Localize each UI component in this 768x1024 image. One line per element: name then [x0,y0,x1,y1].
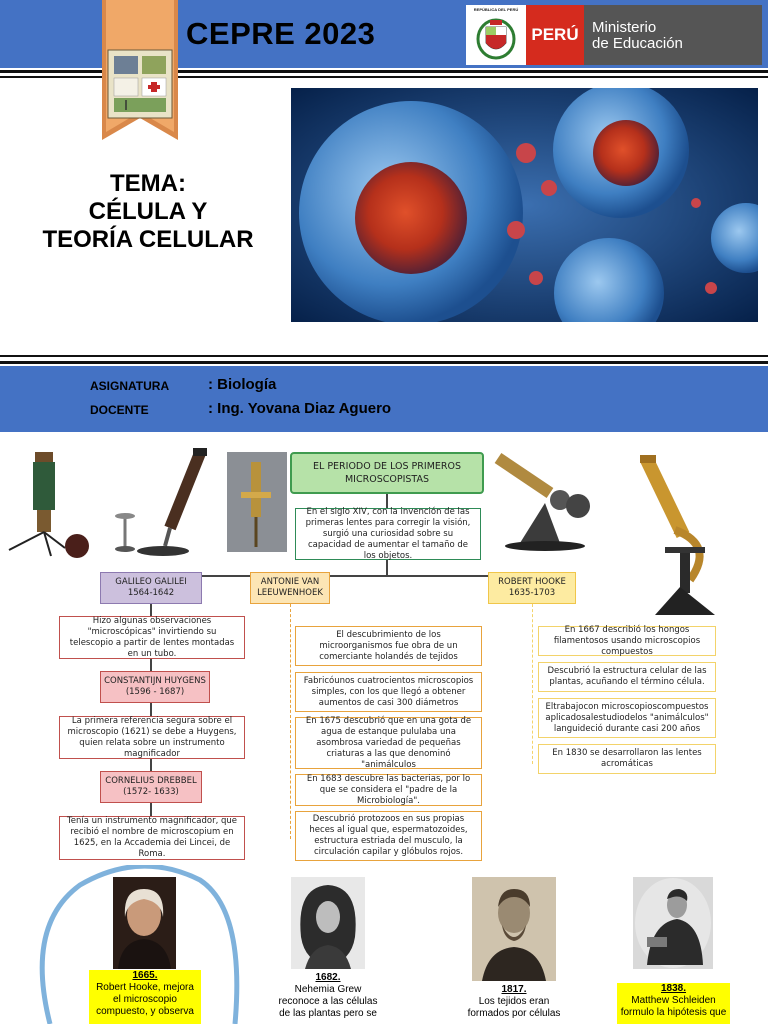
galileo-header [100,572,202,604]
connector-line [150,659,152,671]
leeuwenhoek-header [250,572,330,604]
scientist-caption [275,972,381,1024]
topic-line-1: TEMA: [110,170,186,197]
schleiden-portrait [633,877,713,969]
caption-line: Los tejidos eran [478,996,550,1007]
scientist-year: 1665. [132,970,158,981]
hooke-name: ROBERT HOOKE [498,577,566,587]
hooke-portrait [113,877,176,969]
simple-microscope-icon [227,452,287,552]
ministry-name [584,5,762,65]
map-title: EL PERIODO DE LOS PRIMEROS MICROSCOPISTAS [290,452,484,494]
scientist-year: 1682. [315,972,341,983]
topic-line-2: CÉLULA Y [88,198,208,225]
brass-microscope-icon [105,448,215,558]
leeuwenhoek-name-1: ANTONIE VAN [260,577,320,587]
topic-title [0,170,296,254]
portrait-icon [291,877,365,969]
compound-microscope-icon [490,448,600,553]
teacher-label: DOCENTE [90,403,149,417]
connector-line [532,604,533,764]
portrait-icon [633,877,713,969]
drebbel-text: Tenía un instrumento magnificador, que recibió el nombre de microscopium en 1625, en la Accademia dei Lincei, de Roma. [59,816,245,860]
caption-line: Robert Hooke, mejora [96,982,194,993]
caption-line: formados por células [467,1008,561,1019]
connector-line [150,604,152,616]
connector-line [150,759,152,771]
peru-shield [466,5,526,65]
ministry-line-1: Ministerio [592,19,657,36]
huygens-years: (1596 - 1687) [125,687,185,697]
early-microscope-icon [5,448,95,563]
leeuwenhoek-item: Fabricóunos cuatrocientos microscopios simples, con los que llegó a obtener aumentos de casi 300 diámetros [295,672,482,712]
scientist-caption [617,983,730,1024]
drebbel-header [100,771,202,803]
connector-line [150,703,152,716]
hooke-item: En 1830 se desarrollaron las lentes acromáticas [538,744,716,774]
hooke-item: Descubrió la estructura celular de las plantas, acuñando el término célula. [538,662,716,692]
scientist-caption [458,984,570,1024]
huygens-header [100,671,210,703]
leeuwenhoek-name-2: LEEUWENHOEK [257,588,323,598]
lab-microscope-icon [635,455,725,620]
hooke-header [488,572,576,604]
scientist-year: 1817. [501,984,527,995]
grew-portrait [291,877,365,969]
leeuwenhoek-item: El descubrimiento de los microorganismos fue obra de un comerciante holandés de tejidos [295,626,482,666]
microscope-photo [227,452,287,552]
connector-line [290,604,291,839]
school-logo-icon [100,0,180,140]
course-info-band [0,366,768,432]
caption-line: el microscopio [113,994,177,1005]
henle-portrait [472,877,556,981]
hooke-item: Eltrabajocon microscopioscompuestos aplicadosalestudiodelos "animálculos" languideció durante casi 200 años [538,698,716,738]
galileo-name: GALILEO GALILEI [115,577,187,587]
intro-box: En el siglo XIV, con la invención de las primeras lentes para corregir la visión, surgió una curiosidad sobre su capacidad de aumentar el tamaño de los objetos. [295,508,481,560]
connector-line [150,803,152,816]
portrait-icon [113,877,176,969]
caption-line: Nehemia Grew [294,984,362,995]
cell-image [291,88,758,322]
huygens-text: La primera referencia segura sobre el microscopio (1621) se debe a Huygens, quien relata sobre un instrumento magnificador [59,716,245,759]
subject-value: : Biología [208,376,277,393]
peru-shield-icon [466,5,526,65]
leeuwenhoek-item: En 1683 descubre las bacterias, por lo que se considera el "padre de la Microbiología". [295,774,482,806]
scientist-caption [89,970,201,1024]
connector-line [386,560,388,575]
portrait-icon [472,877,556,981]
drebbel-years: (1572- 1633) [123,787,179,797]
cells-illustration-icon [291,88,758,322]
subject-label: ASIGNATURA [90,379,170,393]
topic-line-3: TEORÍA CELULAR [42,226,254,253]
huygens-name: CONSTANTIJN HUYGENS [104,676,206,686]
connector-line [150,575,545,577]
caption-line: Matthew Schleiden [631,995,716,1006]
ministry-line-2: de Educación [592,35,683,52]
ministry-logo [466,5,762,65]
section-divider [0,361,768,364]
caption-line: de las plantas pero se [279,1008,377,1019]
caption-line: formulo la hipótesis que [620,1007,727,1018]
section-divider [0,355,768,357]
leeuwenhoek-item: Descubrió protozoos en sus propias heces al igual que, espermatozoides, estructura estriada del musculo, la circulación capilar y glóbulos rojos. [295,811,482,861]
hooke-item: En 1667 describió los hongos filamentosos usando microscopios compuestos [538,626,716,656]
galileo-years: 1564-1642 [127,588,175,598]
teacher-value: : Ing. Yovana Diaz Aguero [208,400,392,417]
galileo-text: Hizo algunas observaciones "microscópicas" invirtiendo su telescopio a partir de lentes montadas en un tubo. [59,616,245,659]
page-title: CEPRE 2023 [186,16,376,51]
caption-line: reconoce a las células [278,996,378,1007]
shield-caption: REPÚBLICA DEL PERÚ [473,7,519,12]
caption-line: compuesto, y observa [96,1006,194,1017]
drebbel-name: CORNELIUS DREBBEL [105,776,197,786]
hooke-years: 1635-1703 [508,588,556,598]
peru-label: PERÚ [526,5,584,65]
scientist-year: 1838. [660,983,687,994]
leeuwenhoek-item: En 1675 descubrió que en una gota de agua de estanque pululaba una asombrosa variedad de pequeñas criaturas a las que denominó "animálculos [295,717,482,769]
